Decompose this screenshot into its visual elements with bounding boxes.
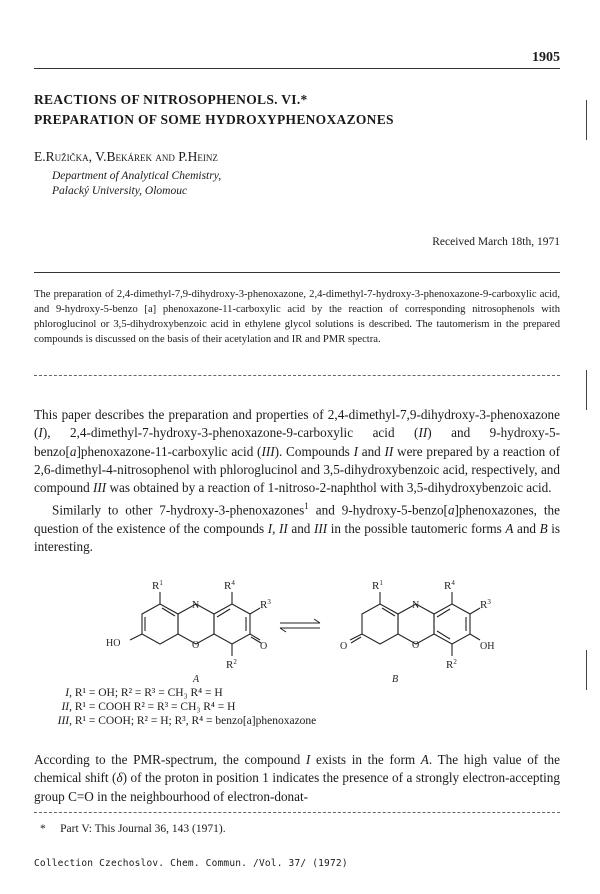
ho-label-a: HO [106, 638, 121, 649]
form-a-label: A [193, 674, 200, 684]
compound-II: II, R¹ = COOH R² = R³ = CH₃ R⁴ = H [61, 701, 236, 713]
affiliation-line-2: Palacký University, Olomouc [52, 185, 188, 197]
title-line-2: PREPARATION OF SOME HYDROXYPHENOXAZONES [34, 112, 394, 127]
authors: E.Ružička, V.Bekárek and P.Heinz [34, 149, 218, 164]
abstract-bottom-rule [34, 375, 560, 376]
compound-I: I, R¹ = OH; R² = R³ = CH₃ R⁴ = H [65, 687, 223, 699]
journal-citation: Collection Czechoslov. Chem. Commun. /Vol. 37/ (1972) [34, 858, 348, 869]
r3-label-a: $R^3$ [260, 598, 271, 611]
body-continued [34, 751, 560, 806]
r4-label-b: $R^4$ [444, 579, 455, 592]
footnote-rule [34, 812, 560, 813]
r1-label-b: $R^1$ [372, 579, 383, 592]
n-label-a: N [192, 600, 200, 611]
page-number: 1905 [532, 50, 560, 65]
paragraph-1: This paper describes the preparation and properties of 2,4-dimethyl-7,9-dihydroxy-3-phenoxazone (I), 2,4-dimethyl-7-hydroxy-3-phenoxazone-9-carboxylic acid (II) and 9-hydroxy-5-benzo[a]phenoxazone-11-carboxylic acid (III). Compounds I and II were prepared by a reaction of 2,6-dimethyl-4-nitrosophenol with phloroglucinol and 3,5-dihydroxybenzoic acid, respectively, and compound III was obtained by a reaction of 1-nitroso-2-naphthol with 3,5-dihydroxybenzoic acid. [34, 407, 561, 496]
r2-label-b: $R^2$ [446, 658, 457, 671]
received-date: Received March 18th, 1971 [432, 236, 560, 248]
affiliation-line-1: Department of Analytical Chemistry, [52, 170, 222, 182]
paragraph-3: According to the PMR-spectrum, the compound I exists in the form A. The high value of the chemical shift (δ) of the proton in position 1 indicates the presence of a strongly electron-accepting group C=O in the neighbourhood of electron-donat- [34, 752, 560, 804]
oh-label-b: OH [480, 641, 495, 652]
tautomer-structures [100, 574, 500, 684]
equilibrium-arrow [280, 619, 320, 632]
r2-label-a: $R^2$ [226, 658, 237, 671]
compound-definitions [46, 686, 316, 728]
header-rule [34, 68, 560, 69]
keto-o-label-b: O [340, 641, 348, 652]
keto-o-label-a: O [260, 641, 268, 652]
affiliation [52, 169, 221, 199]
form-b-label: B [392, 674, 399, 684]
compound-III: III, R¹ = COOH; R² = H; R³, R⁴ = benzo[a]phenoxazone [57, 715, 317, 727]
margin-mark [586, 100, 587, 140]
article-title [34, 90, 564, 130]
margin-mark [586, 370, 587, 410]
r3-label-b: $R^3$ [480, 598, 491, 611]
abstract-text: The preparation of 2,4-dimethyl-7,9-dihydroxy-3-phenoxazone, 2,4-dimethyl-7-hydroxy-3-phenoxazone-9-carboxylic acid, and 9-hydroxy-5-benzo [a] phenoxazone-11-carboxylic acid by the reaction of corresponding nitrosophenols with phloroglucinol or 3,5-dihydroxybenzoic acid in ethylene glycol solutions is described. The tautomerism in the prepared compounds is discussed on the basis of their acetylation and IR and PMR spectra. [34, 289, 560, 345]
abstract-top-rule [34, 272, 560, 273]
abstract [34, 287, 560, 347]
body-intro [34, 406, 560, 557]
o-label-b: O [412, 640, 420, 651]
o-label-a: O [192, 640, 200, 651]
r4-label-a: $R^4$ [224, 579, 235, 592]
margin-mark [586, 650, 587, 690]
n-label-b: N [412, 600, 420, 611]
paragraph-2: Similarly to other 7-hydroxy-3-phenoxazones$^1$ and 9-hydroxy-5-benzo[a]phenoxazones, the question of the existence of the compounds I, II and III in the possible tautomeric forms A and B is interesting. [34, 501, 561, 555]
title-line-1: REACTIONS OF NITROSOPHENOLS. VI.* [34, 92, 308, 107]
r1-label-a: $R^1$ [152, 579, 163, 592]
footnote: * Part V: This Journal 36, 143 (1971). [40, 823, 226, 835]
